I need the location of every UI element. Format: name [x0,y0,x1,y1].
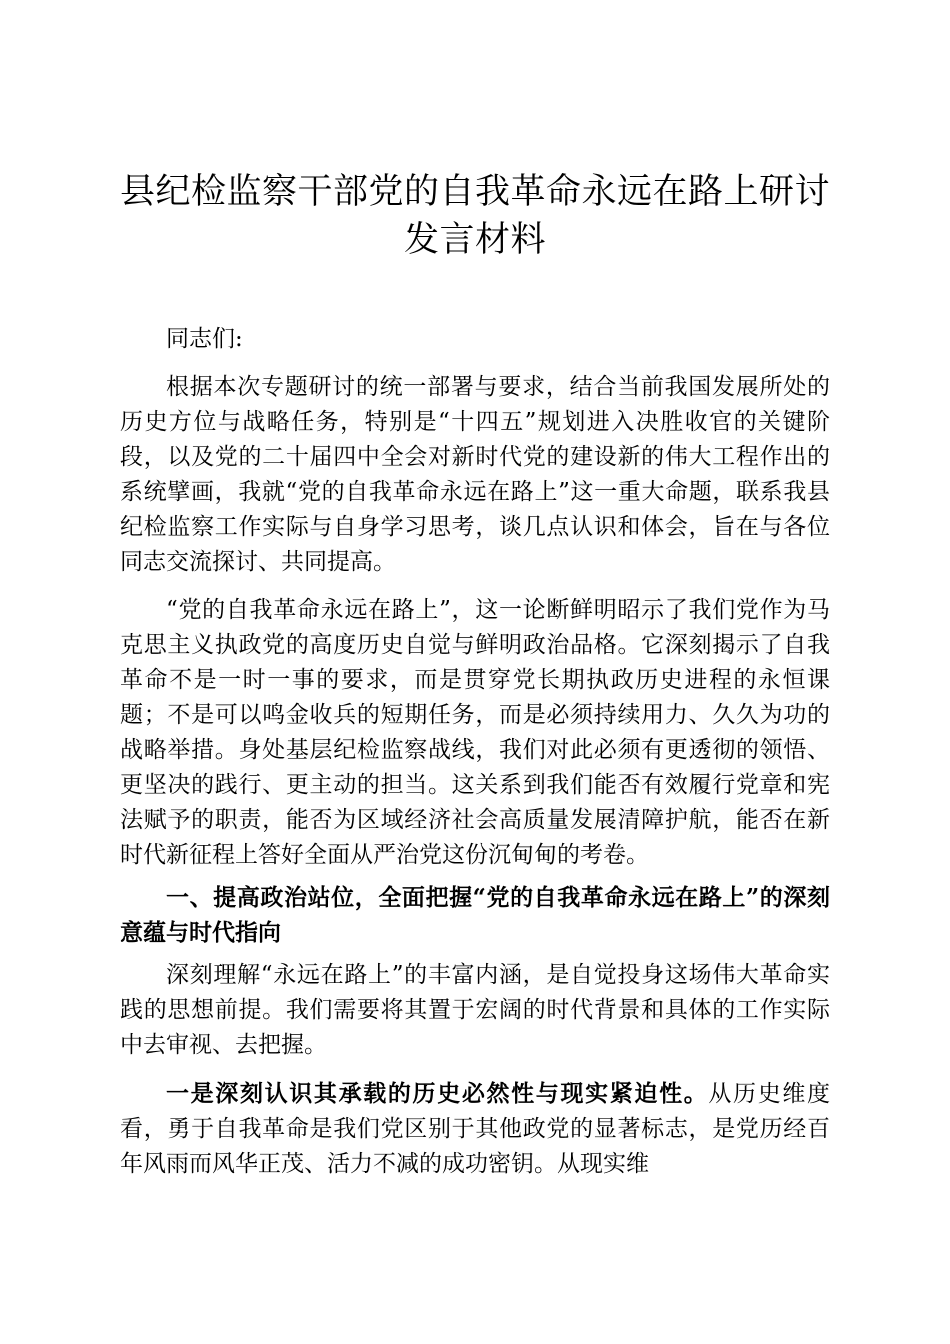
point-body-text: 从历史维度看，勇于自我革命是我们党区别于其他政党的显著标志，是党历经百年风雨而风华正茂、活力不减的成功密钥。从现实维 [120,1081,831,1177]
document-title: 县纪检监察干部党的自我革命永远在路上研讨发言材料 [120,172,831,260]
section-heading-1: 一、提高政治站位，全面把握“党的自我革命永远在路上”的深刻意蕴与时代指向 [120,884,830,946]
point-lead-text: 一是深刻认识其承载的历史必然性与现实紧迫性。 [166,1080,709,1107]
paragraph-section-1-intro: 深刻理解“永远在路上”的丰富内涵，是自觉投身这场伟大革命实践的思想前提。我们需要将其置于宏阔的时代背景和具体的工作实际中去审视、去把握。 [120,962,830,1058]
paragraph-thesis: “党的自我革命永远在路上”，这一论断鲜明昭示了我们党作为马克思主义执政党的高度历史自觉与鲜明政治品格。它深刻揭示了自我革命不是一时一事的要求，而是贯穿党长期执政历史进程的永恒课题；不是可以鸣金收兵的短期任务，而是必须持续用力、久久为功的战略举措。身处基层纪检监察战线，我们对此必须有更透彻的领悟、更坚决的践行、更主动的担当。这关系到我们能否有效履行党章和宪法赋予的职责，能否为区域经济社会高质量发展清障护航，能否在新时代新征程上答好全面从严治党这份沉甸甸的考卷。 [120,597,830,868]
paragraph-section-1-point-1 [120,1076,830,1182]
salutation: 同志们: [166,326,243,352]
paragraph-intro: 根据本次专题研讨的统一部署与要求，结合当前我国发展所处的历史方位与战略任务，特别是“十四五”规划进入决胜收官的关键阶段，以及党的二十届四中全会对新时代党的建设新的伟大工程作出的系统擘画，我就“党的自我革命永远在路上”这一重大命题，联系我县纪检监察工作实际与自身学习思考，谈几点认识和体会，旨在与各位同志交流探讨、共同提高。 [120,374,830,575]
